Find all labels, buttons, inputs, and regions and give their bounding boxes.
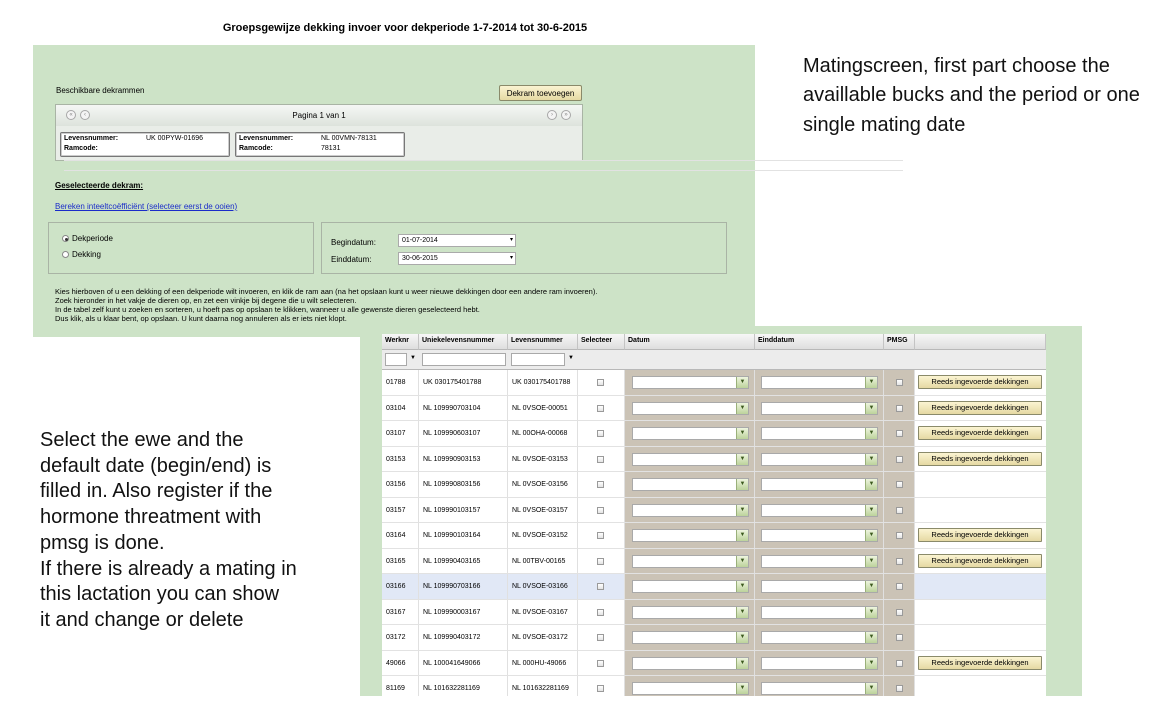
inbreeding-link[interactable]: Bereken inteeltcoëfficiënt (selecteer eerst de ooien) xyxy=(55,202,238,211)
cell-einddatum xyxy=(755,549,884,574)
filter-icon[interactable]: ▼ xyxy=(410,355,416,361)
ramcode-label: Ramcode: xyxy=(64,145,98,152)
cell-datum xyxy=(625,472,755,497)
cell-pmsg xyxy=(884,574,915,599)
chevron-down-icon: ▼ xyxy=(865,556,877,567)
col-uniekelevensnummer[interactable]: Uniekelevensnummer xyxy=(419,334,508,350)
cell-uniekelevensnummer: NL 101632281169 xyxy=(419,676,508,696)
table-row[interactable] xyxy=(382,370,1046,396)
cell-werknr: 03166 xyxy=(382,574,419,599)
cell-werknr: 03157 xyxy=(382,498,419,523)
cell-selecteer xyxy=(578,574,625,599)
cell-einddatum xyxy=(755,447,884,472)
table-row[interactable] xyxy=(382,549,1046,575)
chevron-down-icon: ▼ xyxy=(736,454,748,465)
table-row[interactable] xyxy=(382,676,1046,696)
col-selecteer[interactable]: Selecteer xyxy=(578,334,625,350)
cell-werknr: 01788 xyxy=(382,370,419,395)
cell-werknr: 03164 xyxy=(382,523,419,548)
cell-einddatum xyxy=(755,651,884,676)
chevron-down-icon: ▼ xyxy=(736,632,748,643)
einddatum-select[interactable] xyxy=(761,631,878,644)
cell-uniekelevensnummer: NL 109990403172 xyxy=(419,625,508,650)
chevron-down-icon: ▼ xyxy=(865,377,877,388)
page-title: Groepsgewijze dekking invoer voor dekperiode 1-7-2014 tot 30-6-2015 xyxy=(222,22,588,34)
first-page-icon[interactable]: « xyxy=(66,110,76,120)
einddatum-select[interactable] xyxy=(761,606,878,619)
chevron-down-icon: ▼ xyxy=(865,454,877,465)
einddatum-select[interactable] xyxy=(761,478,878,491)
cell-einddatum xyxy=(755,396,884,421)
col-pmsg[interactable]: PMSG xyxy=(884,334,915,350)
chevron-down-icon: ▼ xyxy=(736,530,748,541)
begin-date-field[interactable] xyxy=(398,234,516,247)
einddatum-select[interactable] xyxy=(761,427,878,440)
radio-dekking[interactable] xyxy=(62,251,69,258)
cell-pmsg xyxy=(884,447,915,472)
cell-selecteer xyxy=(578,472,625,497)
ram-levensnummer: NL 00VMN-78131 xyxy=(321,135,377,142)
einddatum-select[interactable] xyxy=(761,504,878,517)
cell-selecteer xyxy=(578,676,625,696)
selected-ram-label: Geselecteerde dekram: xyxy=(55,181,144,190)
chevron-down-icon: ▼ xyxy=(865,428,877,439)
pmsg-checkbox[interactable] xyxy=(896,558,903,565)
existing-matings-button[interactable]: Reeds ingevoerde dekkingen xyxy=(918,401,1042,415)
cell-werknr: 81169 xyxy=(382,676,419,696)
cell-uniekelevensnummer: NL 109990803156 xyxy=(419,472,508,497)
cell-pmsg xyxy=(884,421,915,446)
select-checkbox[interactable] xyxy=(597,456,604,463)
datum-select[interactable] xyxy=(632,504,749,517)
cell-datum xyxy=(625,574,755,599)
cell-werknr: 03167 xyxy=(382,600,419,625)
cell-datum xyxy=(625,625,755,650)
cell-levensnummer: NL 000HU-49066 xyxy=(508,651,578,676)
ewe-grid xyxy=(382,334,1046,696)
cell-levensnummer: NL 0VSOE-03157 xyxy=(508,498,578,523)
cell-selecteer xyxy=(578,549,625,574)
ramcode-label: Ramcode: xyxy=(239,145,273,152)
filter-werknr-input[interactable] xyxy=(385,353,407,366)
chevron-down-icon: ▼ xyxy=(736,377,748,388)
cell-werknr: 49066 xyxy=(382,651,419,676)
datum-select[interactable] xyxy=(632,529,749,542)
cell-selecteer xyxy=(578,600,625,625)
col-datum[interactable]: Datum xyxy=(625,334,755,350)
select-checkbox[interactable] xyxy=(597,379,604,386)
cell-selecteer xyxy=(578,370,625,395)
filter-icon[interactable]: ▼ xyxy=(568,355,574,361)
chevron-down-icon: ▼ xyxy=(736,556,748,567)
cell-levensnummer: NL 0VSOE-03153 xyxy=(508,447,578,472)
cell-pmsg xyxy=(884,549,915,574)
pmsg-checkbox[interactable] xyxy=(896,430,903,437)
col-levensnummer[interactable]: Levensnummer xyxy=(508,334,578,350)
select-checkbox[interactable] xyxy=(597,634,604,641)
available-rams-label: Beschikbare dekrammen xyxy=(56,86,145,95)
cell-uniekelevensnummer: NL 109990103164 xyxy=(419,523,508,548)
table-row[interactable] xyxy=(382,523,1046,549)
chevron-down-icon: ▼ xyxy=(865,581,877,592)
cell-uniekelevensnummer: NL 109990603107 xyxy=(419,421,508,446)
datum-select[interactable] xyxy=(632,453,749,466)
datum-select[interactable] xyxy=(632,402,749,415)
cell-einddatum xyxy=(755,421,884,446)
pmsg-checkbox[interactable] xyxy=(896,379,903,386)
cell-levensnummer: NL 0VSOE-03167 xyxy=(508,600,578,625)
instruction-line: In de tabel zelf kunt u zoeken en sorteren, u hoeft pas op opslaan te klikken, wanneer u alle gewenste dieren geselecteerd hebt. xyxy=(55,305,480,314)
pmsg-checkbox[interactable] xyxy=(896,660,903,667)
col-einddatum[interactable]: Einddatum xyxy=(755,334,884,350)
cell-selecteer xyxy=(578,396,625,421)
select-checkbox[interactable] xyxy=(597,660,604,667)
levensnummer-label: Levensnummer: xyxy=(64,135,119,142)
cell-uniekelevensnummer: NL 109990103157 xyxy=(419,498,508,523)
cell-levensnummer: NL 0VSOE-03166 xyxy=(508,574,578,599)
table-row[interactable] xyxy=(382,421,1046,447)
chevron-down-icon: ▼ xyxy=(865,658,877,669)
chevron-down-icon: ▼ xyxy=(865,505,877,516)
datum-select[interactable] xyxy=(632,555,749,568)
chevron-down-icon: ▼ xyxy=(865,683,877,694)
select-checkbox[interactable] xyxy=(597,558,604,565)
einddatum-select[interactable] xyxy=(761,580,878,593)
end-date-label: Einddatum: xyxy=(331,255,372,264)
cell-datum xyxy=(625,600,755,625)
cell-einddatum xyxy=(755,676,884,696)
cell-pmsg xyxy=(884,370,915,395)
select-checkbox[interactable] xyxy=(597,405,604,412)
mating-type-box xyxy=(48,222,314,274)
ram-card[interactable] xyxy=(60,132,230,157)
cell-uniekelevensnummer: NL 109990903153 xyxy=(419,447,508,472)
chevron-down-icon: ▼ xyxy=(865,607,877,618)
chevron-down-icon: ▼ xyxy=(865,479,877,490)
table-row[interactable] xyxy=(382,574,1046,600)
table-row[interactable] xyxy=(382,396,1046,422)
table-row[interactable] xyxy=(382,651,1046,677)
cell-datum xyxy=(625,549,755,574)
levensnummer-label: Levensnummer: xyxy=(239,135,294,142)
radio-dekking-label: Dekking xyxy=(72,250,101,259)
cell-pmsg xyxy=(884,676,915,696)
datum-select[interactable] xyxy=(632,631,749,644)
col-actions xyxy=(915,334,1046,350)
datum-select[interactable] xyxy=(632,657,749,670)
note-line: pmsg is done. xyxy=(40,531,165,554)
chevron-down-icon: ▼ xyxy=(865,632,877,643)
einddatum-select[interactable] xyxy=(761,657,878,670)
existing-matings-button[interactable]: Reeds ingevoerde dekkingen xyxy=(918,656,1042,670)
datum-select[interactable] xyxy=(632,606,749,619)
cell-einddatum xyxy=(755,600,884,625)
datum-select[interactable] xyxy=(632,427,749,440)
cell-selecteer xyxy=(578,421,625,446)
cell-werknr: 03107 xyxy=(382,421,419,446)
cell-werknr: 03165 xyxy=(382,549,419,574)
datum-select[interactable] xyxy=(632,682,749,695)
pmsg-checkbox[interactable] xyxy=(896,405,903,412)
datum-select[interactable] xyxy=(632,580,749,593)
chevron-down-icon: ▼ xyxy=(865,530,877,541)
cell-uniekelevensnummer: NL 109990403165 xyxy=(419,549,508,574)
cell-datum xyxy=(625,651,755,676)
chevron-down-icon: ▼ xyxy=(736,505,748,516)
cell-selecteer xyxy=(578,651,625,676)
pmsg-checkbox[interactable] xyxy=(896,532,903,539)
cell-datum xyxy=(625,370,755,395)
add-ram-button[interactable]: Dekram toevoegen xyxy=(499,85,582,101)
cell-einddatum xyxy=(755,498,884,523)
table-row[interactable] xyxy=(382,472,1046,498)
cell-pmsg xyxy=(884,600,915,625)
select-checkbox[interactable] xyxy=(597,685,604,692)
select-checkbox[interactable] xyxy=(597,507,604,514)
instruction-line: Kies hierboven of u een dekking of een dekperiode wilt invoeren, en klik de ram aan (na het opslaan kunt u weer nieuwe dekkingen door een andere ram invoeren). xyxy=(55,287,598,296)
existing-matings-button[interactable]: Reeds ingevoerde dekkingen xyxy=(918,528,1042,542)
table-row[interactable] xyxy=(382,625,1046,651)
cell-pmsg xyxy=(884,498,915,523)
filter-levens-input[interactable] xyxy=(511,353,565,366)
pmsg-checkbox[interactable] xyxy=(896,456,903,463)
chevron-down-icon: ▼ xyxy=(865,403,877,414)
cell-levensnummer: NL 0VSOE-00051 xyxy=(508,396,578,421)
ram-card[interactable] xyxy=(235,132,405,157)
cell-levensnummer: UK 030175401788 xyxy=(508,370,578,395)
cell-selecteer xyxy=(578,625,625,650)
ram-ramcode: 78131 xyxy=(321,145,341,152)
cell-selecteer xyxy=(578,447,625,472)
einddatum-select[interactable] xyxy=(761,682,878,695)
cell-pmsg xyxy=(884,651,915,676)
end-date-field[interactable] xyxy=(398,252,516,265)
select-checkbox[interactable] xyxy=(597,532,604,539)
existing-matings-button[interactable]: Reeds ingevoerde dekkingen xyxy=(918,452,1042,466)
note-line: Select the ewe and the xyxy=(40,429,244,451)
cell-einddatum xyxy=(755,370,884,395)
cell-uniekelevensnummer: NL 109990703104 xyxy=(419,396,508,421)
pmsg-checkbox[interactable] xyxy=(896,583,903,590)
col-werknr[interactable]: Werknr xyxy=(382,334,419,350)
radio-dekperiode-label: Dekperiode xyxy=(72,234,113,243)
table-row[interactable] xyxy=(382,447,1046,473)
cell-uniekelevensnummer: UK 030175401788 xyxy=(419,370,508,395)
note-line: this lactation you can show xyxy=(40,583,280,606)
ewe-selection-note xyxy=(40,428,360,634)
einddatum-select[interactable] xyxy=(761,376,878,389)
filter-uniek-input[interactable] xyxy=(422,353,506,366)
cell-levensnummer: NL 0VSOE-03172 xyxy=(508,625,578,650)
datum-select[interactable] xyxy=(632,376,749,389)
cell-datum xyxy=(625,396,755,421)
cell-uniekelevensnummer: NL 109990703166 xyxy=(419,574,508,599)
note-line: it and change or delete xyxy=(40,608,244,631)
datum-select[interactable] xyxy=(632,478,749,491)
pmsg-checkbox[interactable] xyxy=(896,634,903,641)
cell-pmsg xyxy=(884,472,915,497)
next-page-icon[interactable]: › xyxy=(547,110,557,120)
cell-einddatum xyxy=(755,472,884,497)
begin-date-value: 01-07-2014 xyxy=(402,237,438,244)
existing-matings-button[interactable]: Reeds ingevoerde dekkingen xyxy=(918,426,1042,440)
chevron-down-icon: ▼ xyxy=(736,403,748,414)
cell-datum xyxy=(625,498,755,523)
instruction-line: Zoek hieronder in het vakje de dieren op, en zet een vinkje bij degene die u wilt selecteren. xyxy=(55,296,357,305)
cell-datum xyxy=(625,523,755,548)
chevron-down-icon: ▼ xyxy=(736,479,748,490)
einddatum-select[interactable] xyxy=(761,402,878,415)
pmsg-checkbox[interactable] xyxy=(896,481,903,488)
table-row[interactable] xyxy=(382,600,1046,626)
end-date-value: 30-06-2015 xyxy=(402,255,438,262)
select-checkbox[interactable] xyxy=(597,609,604,616)
chevron-down-icon: ▼ xyxy=(736,683,748,694)
chevron-down-icon: ▼ xyxy=(736,607,748,618)
select-checkbox[interactable] xyxy=(597,583,604,590)
pmsg-checkbox[interactable] xyxy=(896,609,903,616)
pmsg-checkbox[interactable] xyxy=(896,685,903,692)
mating-screen-note: Matingscreen, first part choose the availlable bucks and the period or one single mating date xyxy=(803,55,1140,136)
note-line: filled in. Also register if the xyxy=(40,480,273,503)
cell-levensnummer: NL 0VSOE-03156 xyxy=(508,472,578,497)
cell-levensnummer: NL 0VSOE-03152 xyxy=(508,523,578,548)
chevron-down-icon: ▼ xyxy=(736,428,748,439)
cell-werknr: 03104 xyxy=(382,396,419,421)
last-page-icon[interactable]: » xyxy=(561,110,571,120)
cell-levensnummer: NL 101632281169 xyxy=(508,676,578,696)
existing-matings-button[interactable]: Reeds ingevoerde dekkingen xyxy=(918,375,1042,389)
chevron-down-icon: ▼ xyxy=(736,658,748,669)
cell-werknr: 03172 xyxy=(382,625,419,650)
ram-levensnummer: UK 00PYW-01696 xyxy=(146,135,204,142)
note-line: If there is already a mating in xyxy=(40,557,297,580)
cell-pmsg xyxy=(884,523,915,548)
begin-date-label: Begindatum: xyxy=(331,238,376,247)
cell-uniekelevensnummer: NL 100041649066 xyxy=(419,651,508,676)
cell-pmsg xyxy=(884,625,915,650)
cell-levensnummer: NL 00TBV-00165 xyxy=(508,549,578,574)
cell-werknr: 03156 xyxy=(382,472,419,497)
table-row[interactable] xyxy=(382,498,1046,524)
filter-row xyxy=(382,350,1046,370)
cell-datum xyxy=(625,421,755,446)
einddatum-select[interactable] xyxy=(761,529,878,542)
cell-pmsg xyxy=(884,396,915,421)
note-line: hormone threatment with xyxy=(40,506,262,529)
einddatum-select[interactable] xyxy=(761,453,878,466)
date-box xyxy=(321,222,727,274)
cell-einddatum xyxy=(755,523,884,548)
note-line: default date (begin/end) is xyxy=(40,454,272,477)
select-checkbox[interactable] xyxy=(597,481,604,488)
cell-levensnummer: NL 00OHA-00068 xyxy=(508,421,578,446)
einddatum-select[interactable] xyxy=(761,555,878,568)
cell-einddatum xyxy=(755,625,884,650)
pager-text: Pagina 1 van 1 xyxy=(292,111,346,120)
cell-selecteer xyxy=(578,523,625,548)
radio-dekperiode[interactable] xyxy=(62,235,69,242)
cell-datum xyxy=(625,447,755,472)
pmsg-checkbox[interactable] xyxy=(896,507,903,514)
chevron-down-icon: ▾ xyxy=(509,255,513,261)
cell-selecteer xyxy=(578,498,625,523)
cell-datum xyxy=(625,676,755,696)
cell-einddatum xyxy=(755,574,884,599)
prev-page-icon[interactable]: ‹ xyxy=(80,110,90,120)
instruction-line: Dus klik, als u klaar bent, op opslaan. U kunt daarna nog annuleren als er iets niet klopt. xyxy=(55,314,347,323)
chevron-down-icon: ▼ xyxy=(736,581,748,592)
cell-werknr: 03153 xyxy=(382,447,419,472)
select-checkbox[interactable] xyxy=(597,430,604,437)
existing-matings-button[interactable]: Reeds ingevoerde dekkingen xyxy=(918,554,1042,568)
chevron-down-icon: ▾ xyxy=(509,237,513,243)
cell-uniekelevensnummer: NL 109990003167 xyxy=(419,600,508,625)
